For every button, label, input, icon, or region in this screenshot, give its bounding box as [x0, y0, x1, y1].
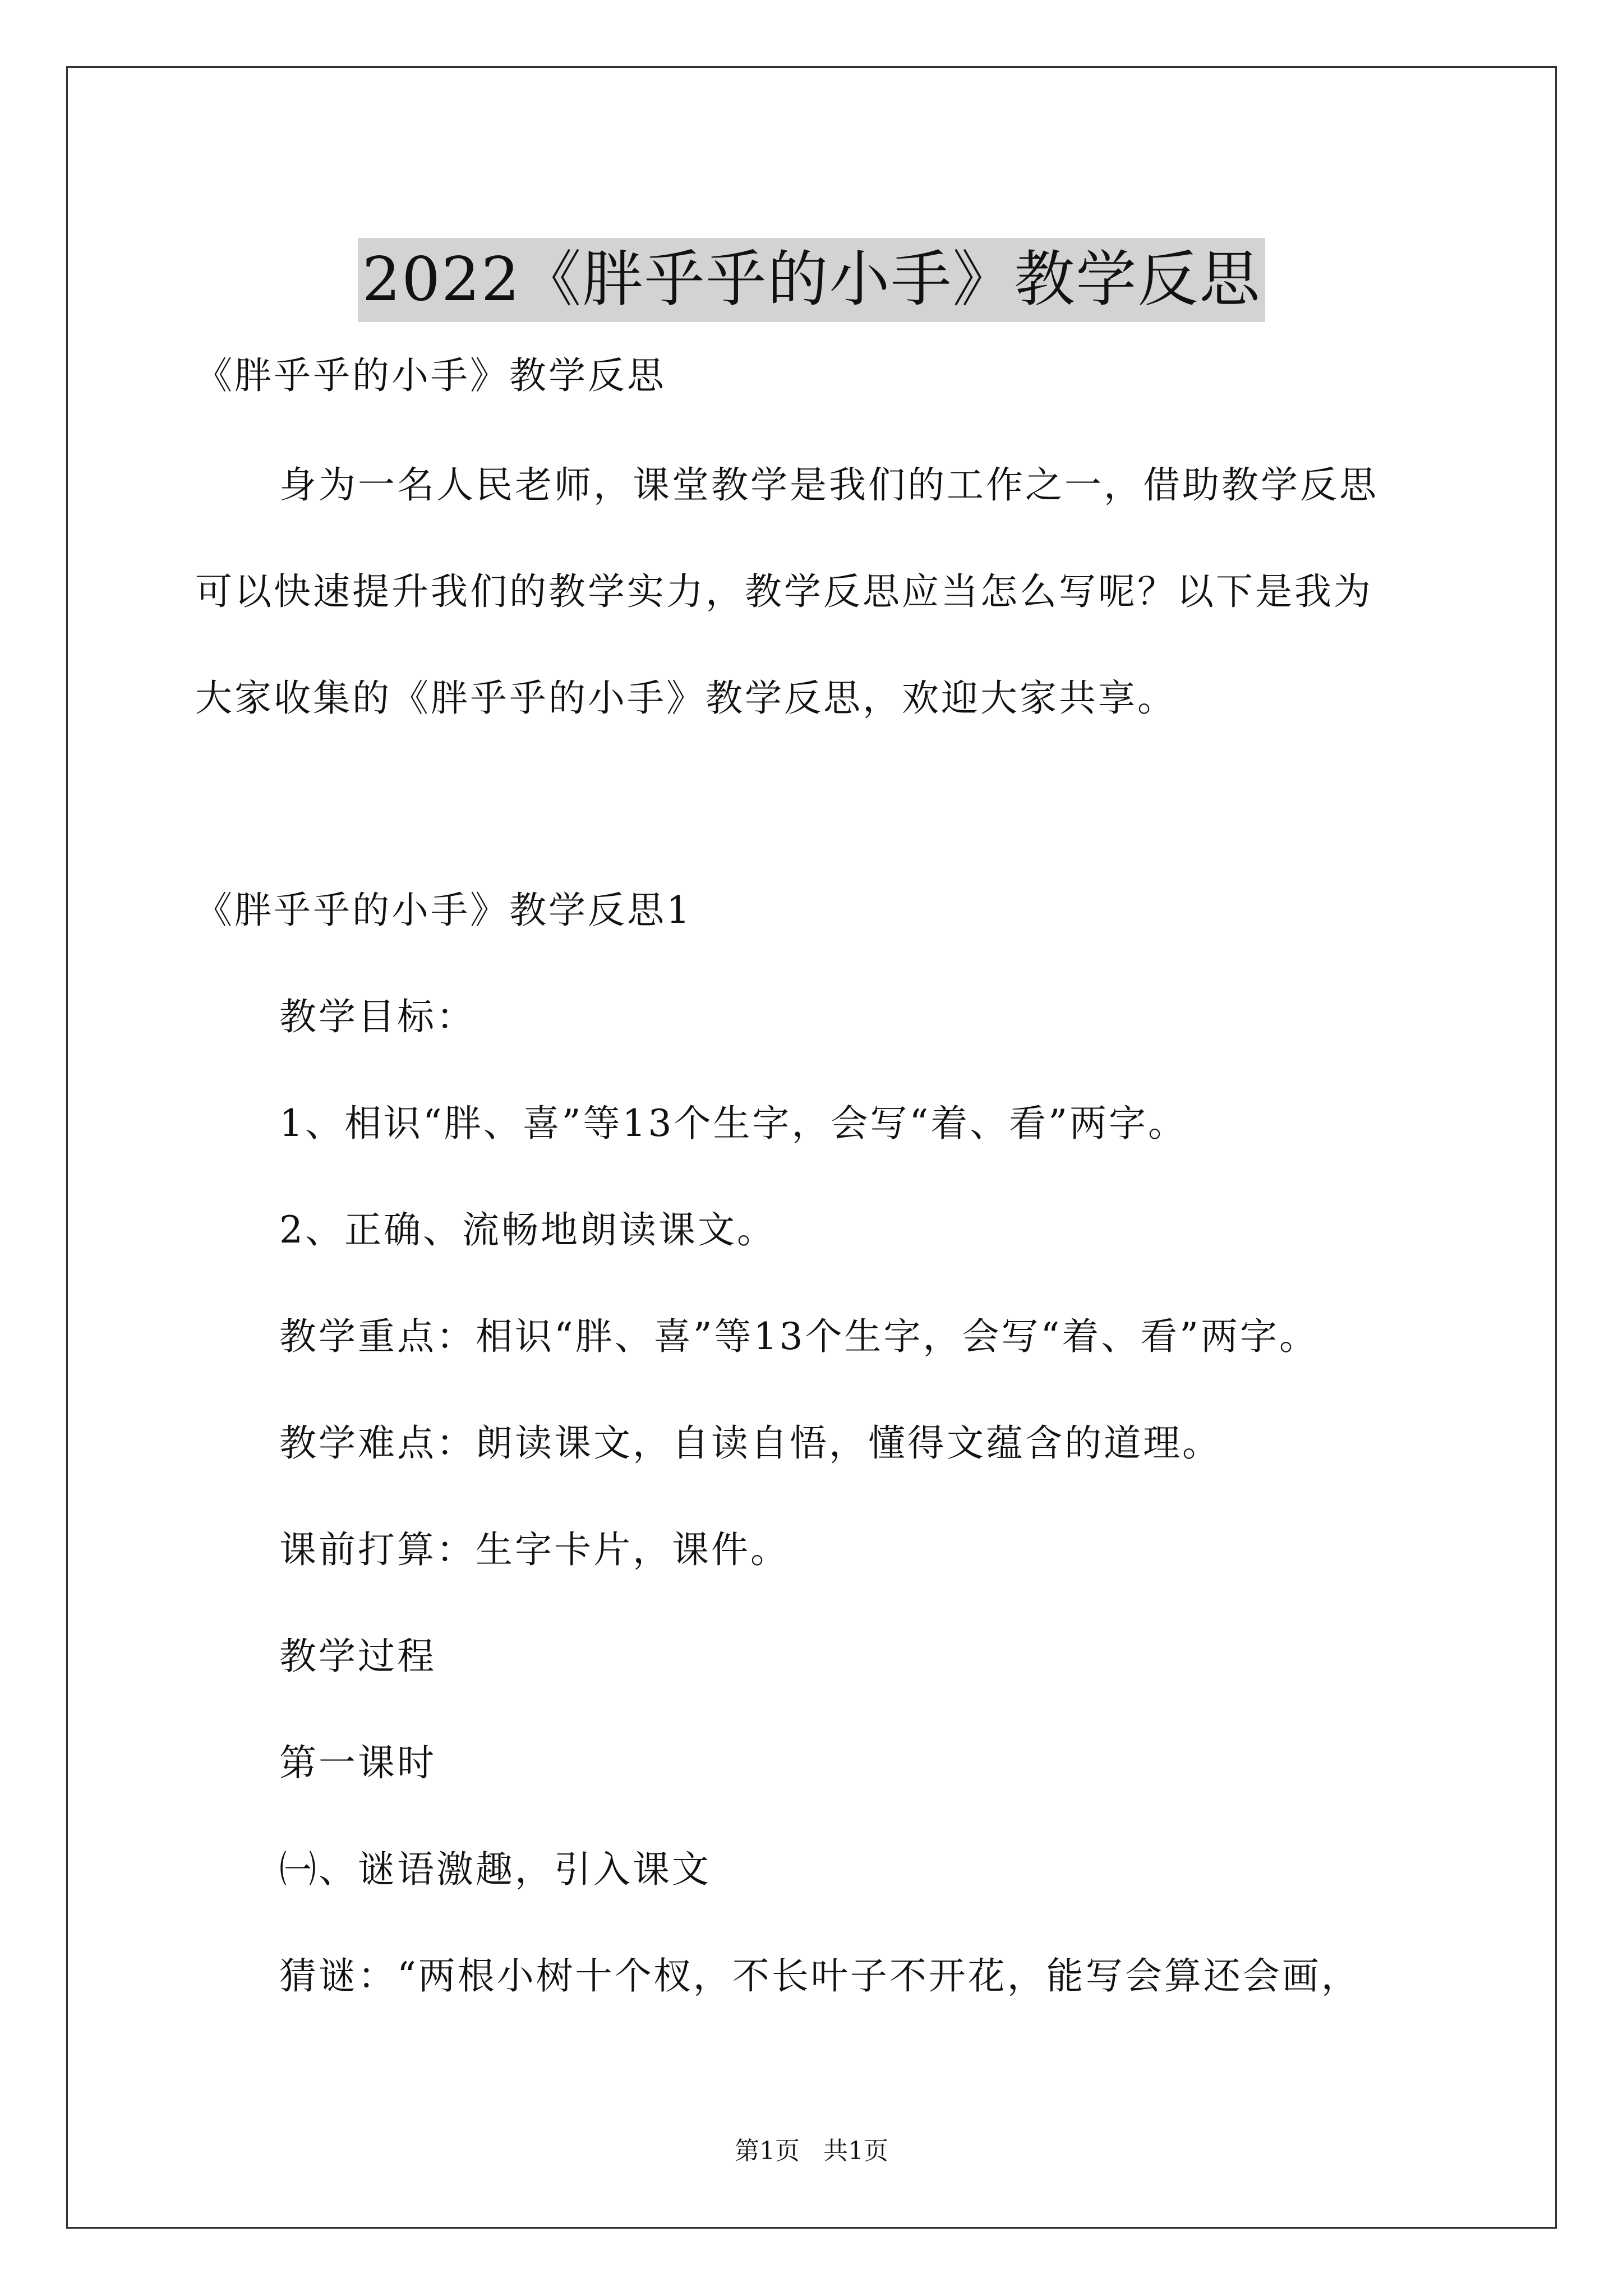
body-line: 1、相识“胖、喜”等13个生字，会写“着、看”两字。 [279, 1102, 1187, 1145]
subtitle-line: 《胖乎乎的小手》教学反思 [195, 354, 666, 397]
intro-paragraph-line: 身为一名人民老师，课堂教学是我们的工作之一，借助教学反思 [279, 463, 1378, 507]
document-title: 2022《胖乎乎的小手》教学反思 [358, 238, 1266, 322]
intro-paragraph-line: 大家收集的《胖乎乎的小手》教学反思，欢迎大家共享。 [195, 677, 1177, 720]
page-footer: 第1页 共1页 [735, 2137, 888, 2165]
body-line: 课前打算：生字卡片，课件。 [279, 1528, 790, 1571]
title-container [0, 197, 1623, 363]
body-line: 教学过程 [279, 1635, 436, 1678]
body-line: 2、正确、流畅地朗读课文。 [279, 1208, 776, 1251]
body-line: 教学重点：相识“胖、喜”等13个生字，会写“着、看”两字。 [279, 1315, 1318, 1358]
body-line: ㈠、谜语激趣，引入课文 [279, 1848, 711, 1891]
body-line: 猜谜：“两根小树十个杈，不长叶子不开花，能写会算还会画， [279, 1954, 1361, 1998]
intro-paragraph-line: 可以快速提升我们的教学实力，教学反思应当怎么写呢？以下是我为 [195, 570, 1373, 613]
body-line: 教学目标： [279, 995, 476, 1038]
body-line: 教学难点：朗读课文，自读自悟，懂得文蕴含的道理。 [279, 1421, 1221, 1465]
section-heading: 《胖乎乎的小手》教学反思1 [195, 889, 692, 932]
body-line: 第一课时 [279, 1741, 436, 1784]
